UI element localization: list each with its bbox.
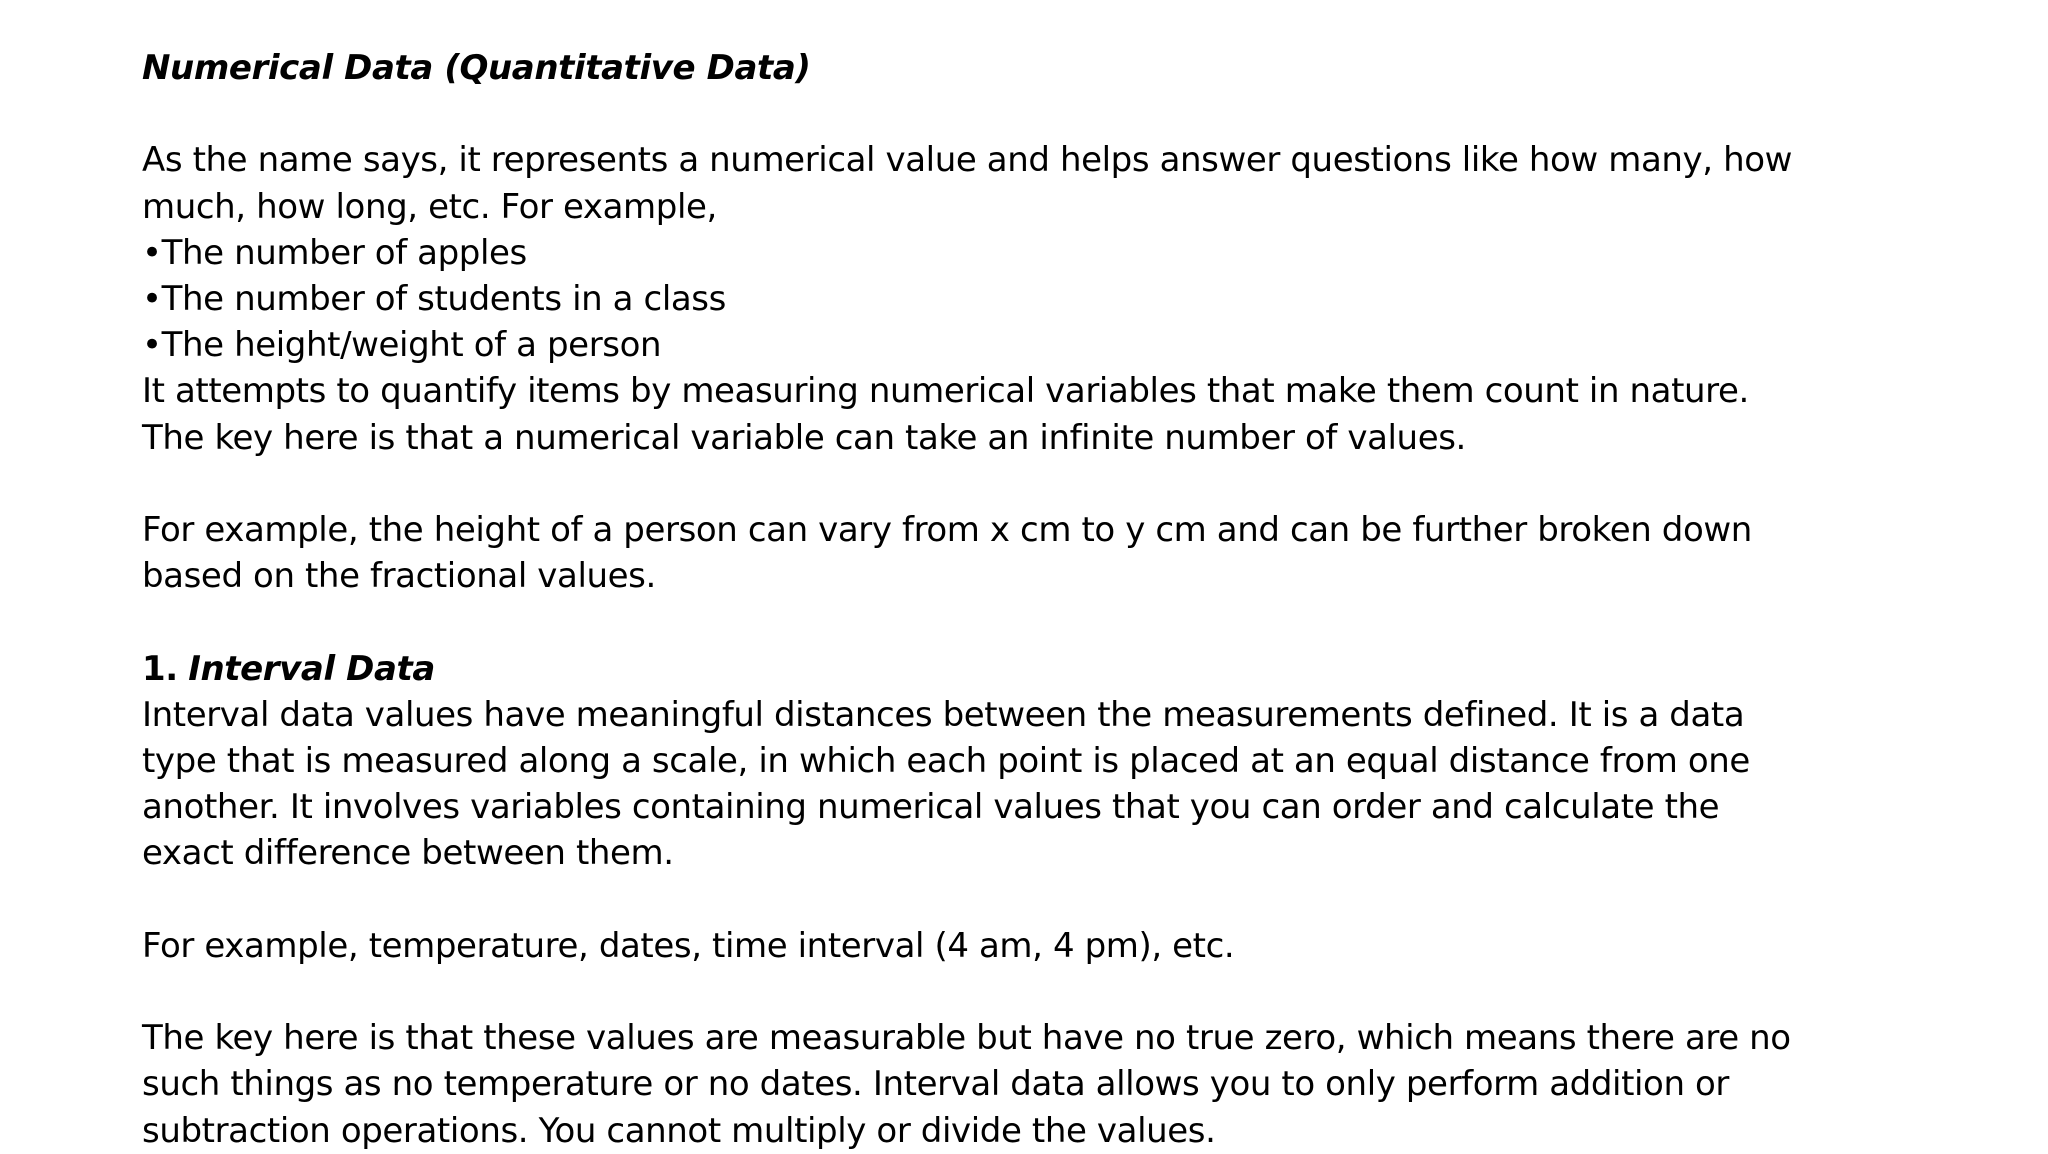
- bullet-item: •The height/weight of a person: [142, 325, 662, 366]
- paragraph-line: It attempts to quantify items by measuring numerical variables that make them count in nature.: [142, 371, 1749, 412]
- section-number: 1.: [142, 648, 178, 689]
- paragraph-line: exact difference between them.: [142, 833, 674, 874]
- section-heading: [142, 646, 1972, 692]
- paragraph-line: The key here is that these values are measurable but have no true zero, which means there are no: [142, 1018, 1791, 1059]
- interval-paragraph: [142, 692, 1972, 877]
- spacer: [142, 91, 1972, 137]
- paragraph-line: For example, the height of a person can vary from x cm to y cm and can be further broken down: [142, 510, 1752, 550]
- paragraph-line: The key here is that a numerical variable can take an infinite number of values.: [142, 417, 1466, 458]
- spacer: [142, 877, 1972, 923]
- example-bullet-list: [142, 230, 1972, 369]
- paragraph-line: Interval data values have meaningful distances between the measurements defined. It is a data: [142, 694, 1745, 735]
- paragraph-line: such things as no temperature or no dates. Interval data allows you to only perform addition or: [142, 1064, 1729, 1105]
- paragraph-line: much, how long, etc. For example,: [142, 186, 717, 227]
- bullet-item: •The number of apples: [142, 232, 527, 273]
- paragraph-line: type that is measured along a scale, in which each point is placed at an equal distance from one: [142, 741, 1750, 781]
- section-title: Interval Data: [188, 648, 435, 689]
- quantify-paragraph: [142, 368, 1972, 460]
- paragraph-line: another. It involves variables containing numerical values that you can order and calculate the: [142, 787, 1720, 828]
- paragraph-line: subtraction operations. You cannot multiply or divide the values.: [142, 1110, 1216, 1151]
- height-example-paragraph: [142, 507, 1972, 599]
- document-body: [142, 45, 1972, 1154]
- document-heading: Numerical Data (Quantitative Data): [142, 48, 811, 88]
- spacer: [142, 461, 1972, 507]
- spacer: [142, 969, 1972, 1015]
- interval-example-paragraph: For example, temperature, dates, time interval (4 am, 4 pm), etc.: [142, 925, 1235, 966]
- no-true-zero-paragraph: [142, 1015, 1972, 1154]
- bullet-item: •The number of students in a class: [142, 279, 726, 319]
- paragraph-line: based on the fractional values.: [142, 556, 656, 597]
- spacer: [142, 599, 1972, 645]
- paragraph-line: As the name says, it represents a numerical value and helps answer questions like how many, how: [142, 140, 1793, 181]
- intro-paragraph: [142, 137, 1972, 229]
